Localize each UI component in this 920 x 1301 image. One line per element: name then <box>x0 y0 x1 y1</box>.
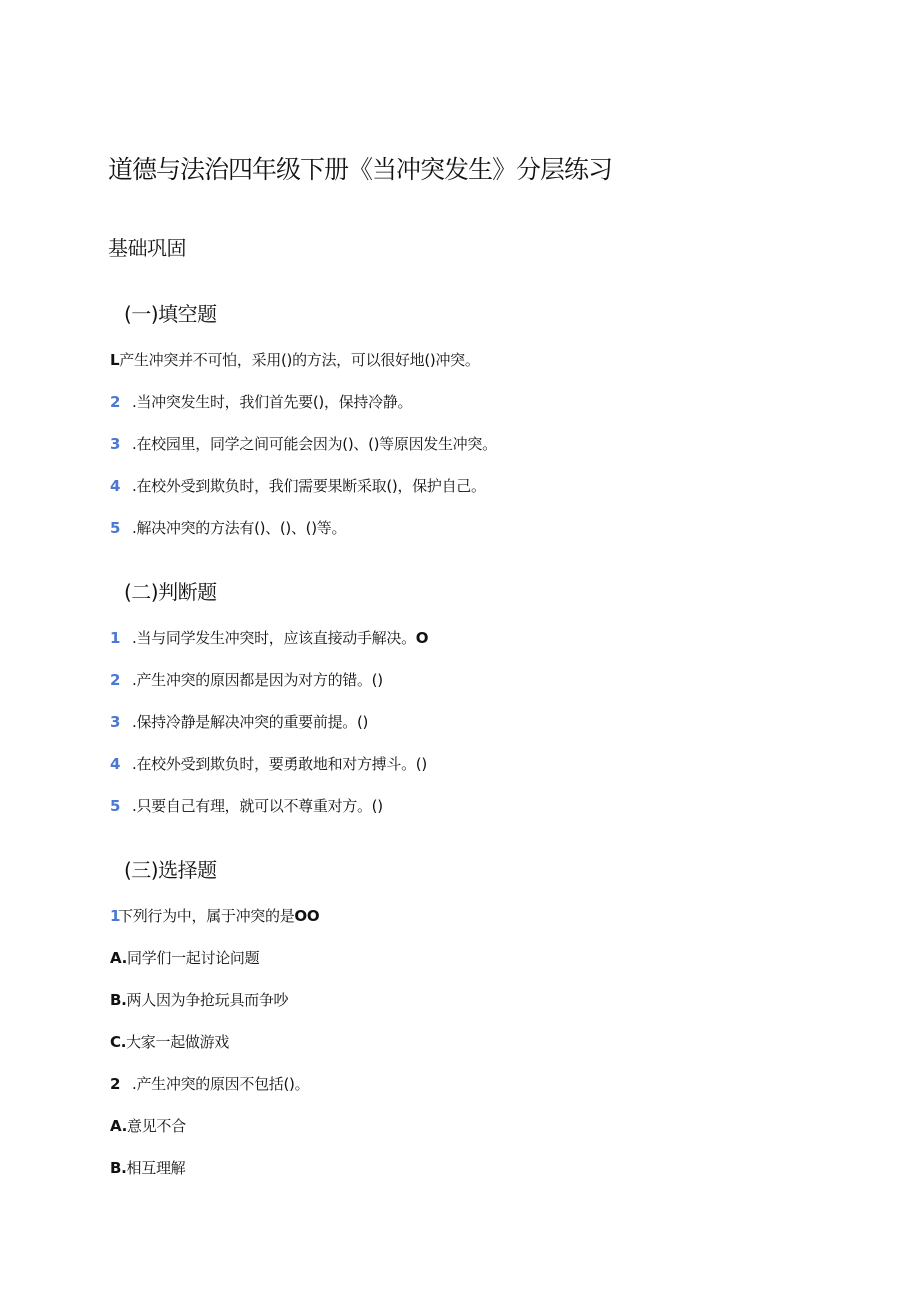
item-text: .在校外受到欺负时，要勇敢地和对方搏斗。() <box>132 755 427 773</box>
item-number: L <box>110 351 120 369</box>
item-number: 4 <box>110 477 121 495</box>
fill-blank-item <box>110 391 412 412</box>
choice-option <box>110 1157 185 1178</box>
item-text: .当冲突发生时，我们首先要()，保持冷静。 <box>132 393 413 411</box>
item-number: 2 <box>110 671 121 689</box>
option-letter: B. <box>110 991 127 1009</box>
answer-mark: O <box>415 629 429 647</box>
option-letter: C. <box>110 1033 127 1051</box>
section-subtitle: 基础巩固 <box>108 236 186 260</box>
item-number: 5 <box>110 519 121 537</box>
item-number: 4 <box>110 755 121 773</box>
item-text: .在校园里，同学之间可能会因为()、()等原因发生冲突。 <box>132 435 497 453</box>
item-text: .产生冲突的原因都是因为对方的错。() <box>132 671 383 689</box>
option-text: 同学们一起讨论问题 <box>127 949 260 967</box>
choice-question <box>110 1073 309 1094</box>
true-false-item <box>110 711 368 732</box>
choice-option <box>110 1115 186 1136</box>
page-title: 道德与法治四年级下册《当冲突发生》分层练习 <box>108 155 613 184</box>
item-number: 3 <box>110 713 121 731</box>
item-number: 5 <box>110 797 121 815</box>
item-text: .解决冲突的方法有()、()、()等。 <box>132 519 347 537</box>
true-false-item <box>110 753 427 774</box>
choice-heading: (三)选择题 <box>124 858 217 882</box>
option-letter: A. <box>110 1117 127 1135</box>
item-number: 3 <box>110 435 121 453</box>
item-text: 产生冲突并不可怕，采用()的方法，可以很好地()冲突。 <box>119 351 480 369</box>
choice-option <box>110 989 288 1010</box>
option-text: 大家一起做游戏 <box>126 1033 230 1051</box>
item-number: 1 <box>110 629 121 647</box>
fill-blank-item <box>110 517 346 538</box>
choice-option <box>110 1031 229 1052</box>
choice-question <box>110 905 319 926</box>
item-text: 下列行为中，属于冲突的是 <box>118 907 295 925</box>
item-text: .保持冷静是解决冲突的重要前提。() <box>132 713 369 731</box>
true-false-item <box>110 795 383 816</box>
fill-blank-item <box>110 349 480 370</box>
answer-mark: OO <box>294 907 320 925</box>
option-text: 意见不合 <box>127 1117 186 1135</box>
item-number: 2 <box>110 393 121 411</box>
option-text: 相互理解 <box>126 1159 186 1177</box>
fill-blank-heading: (一)填空题 <box>124 302 217 326</box>
item-number: 1 <box>110 907 121 925</box>
true-false-item <box>110 627 428 648</box>
fill-blank-item <box>110 433 497 454</box>
item-text: .产生冲突的原因不包括()。 <box>132 1075 310 1093</box>
item-text: .只要自己有理，就可以不尊重对方。() <box>132 797 383 815</box>
true-false-item <box>110 669 383 690</box>
fill-blank-item <box>110 475 486 496</box>
true-false-heading: (二)判断题 <box>124 580 217 604</box>
choice-option <box>110 947 259 968</box>
option-letter: A. <box>110 949 127 967</box>
item-text: .在校外受到欺负时，我们需要果断采取()，保护自己。 <box>132 477 486 495</box>
option-letter: B. <box>110 1159 127 1177</box>
item-text: .当与同学发生冲突时，应该直接动手解决。 <box>132 629 416 647</box>
option-text: 两人因为争抢玩具而争吵 <box>126 991 289 1009</box>
item-number: 2 <box>110 1075 121 1093</box>
